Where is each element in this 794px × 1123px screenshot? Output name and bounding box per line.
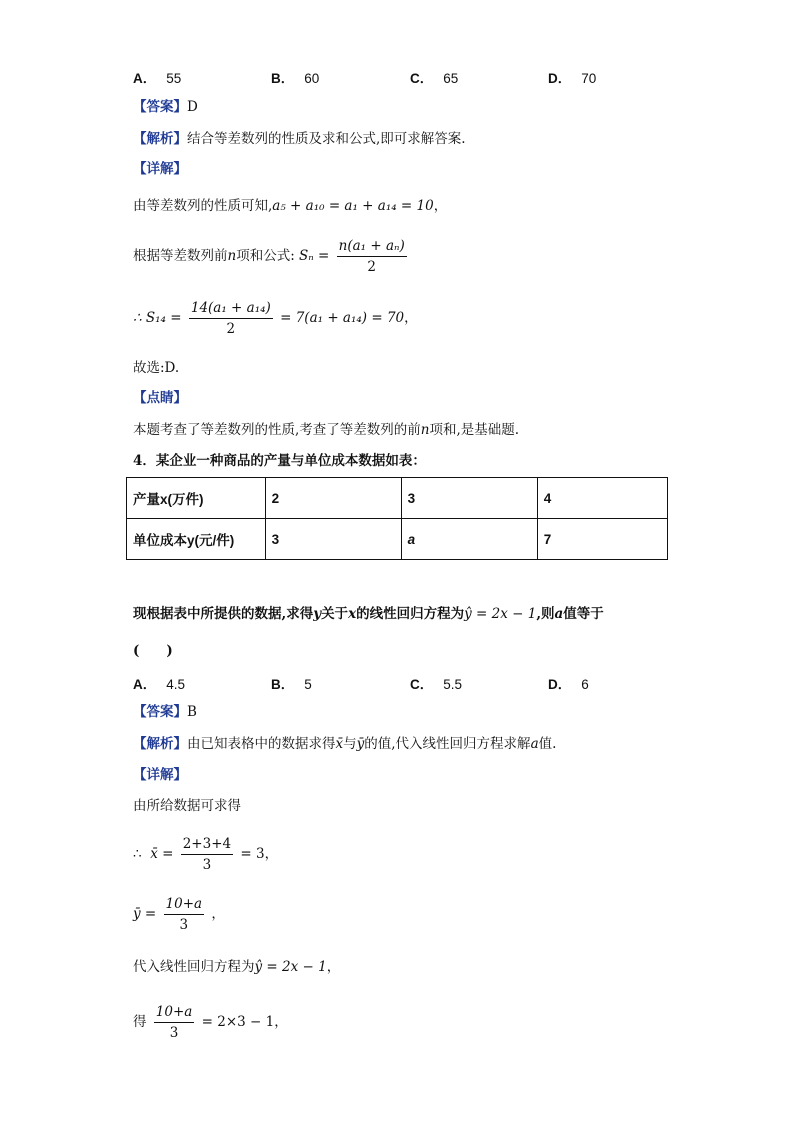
q3-option-d: D． 70	[548, 71, 597, 86]
q3-analysis: 【解析】结合等差数列的性质及求和公式,即可求解答案.	[133, 131, 466, 147]
q3-option-b: B． 60	[271, 71, 320, 86]
q3-step-3: ∴ S₁₄ = $\frac{\text{14(a₁ + a₁₄)}}{2}$ = 7(a₁ + a₁₄) = 70，	[133, 300, 418, 337]
q3-comment-heading: 【点睛】	[133, 390, 187, 406]
q4-answer: 【答案】B	[133, 704, 197, 720]
table-cell: 单位成本y(元/件)	[127, 519, 266, 560]
table-row	[127, 519, 668, 560]
q4-ybar-fraction: $\frac{10+a}{3}$	[165, 896, 203, 933]
q4-step-2: ȳ = $\frac{10+a}{3}$ ，	[133, 896, 225, 933]
q4-xbar-fraction: $\frac{2+3+4}{3}$	[182, 836, 232, 873]
table-cell: 产量x(万件)	[127, 478, 266, 519]
table-cell: 4	[537, 478, 667, 519]
table-cell: 2	[265, 478, 401, 519]
q4-solve-fraction: $\frac{10+a}{3}$	[155, 1004, 193, 1041]
q3-step-1: 由等差数列的性质可知,a₅ + a₁₀ = a₁ + a₁₄ = 10，	[133, 198, 448, 214]
q4-analysis: 【解析】由已知表格中的数据求得x̄与ȳ的值,代入线性回归方程求解a值.	[133, 736, 557, 752]
q4-step-4: 得 $\frac{10+a}{3}$ = 2×3 − 1，	[133, 1004, 288, 1041]
q3-option-c: C． 65	[410, 71, 459, 86]
table-cell: 7	[537, 519, 667, 560]
q4-option-d: D． 6	[548, 677, 589, 692]
q3-choose: 故选:D.	[133, 360, 180, 376]
q3-step-2: 根据等差数列前n项和公式: Sₙ = $\frac{\text{n(a₁ + aₙ)}}{2}$	[133, 238, 405, 275]
q3-answer: 【答案】D	[133, 99, 198, 115]
q3-sum-formula-fraction: $\frac{\text{n(a₁ + aₙ)}}{2}$	[338, 238, 405, 275]
table-row	[127, 478, 668, 519]
q4-title: 4．某企业一种商品的产量与单位成本数据如表：	[133, 453, 426, 469]
q3-comment: 本题考查了等差数列的性质,考查了等差数列的前n项和,是基础题.	[133, 422, 520, 438]
q4-stem: 现根据表中所提供的数据,求得y关于x的线性回归方程为ŷ = 2x − 1,则a值等于	[133, 606, 604, 622]
q4-option-c: C． 5.5	[410, 677, 463, 692]
q4-step-0: 由所给数据可求得	[133, 798, 241, 814]
q4-step-1: ∴ x̄ = $\frac{2+3+4}{3}$ = 3，	[133, 836, 279, 873]
table-cell: a	[401, 519, 537, 560]
table-cell: 3	[401, 478, 537, 519]
q4-option-a: A． 4.5	[133, 677, 186, 692]
q3-detail-heading: 【详解】	[133, 161, 187, 177]
q4-option-b: B． 5	[271, 677, 312, 692]
q4-data-table	[126, 477, 668, 560]
q4-paren: ( )	[133, 643, 173, 659]
q3-s14-fraction: $\frac{\text{14(a₁ + a₁₄)}}{2}$	[190, 300, 271, 337]
q4-step-3: 代入线性回归方程为ŷ = 2x − 1，	[133, 959, 341, 975]
q3-option-a: A． 55	[133, 71, 182, 86]
table-cell: 3	[265, 519, 401, 560]
q4-detail-heading: 【详解】	[133, 767, 187, 783]
